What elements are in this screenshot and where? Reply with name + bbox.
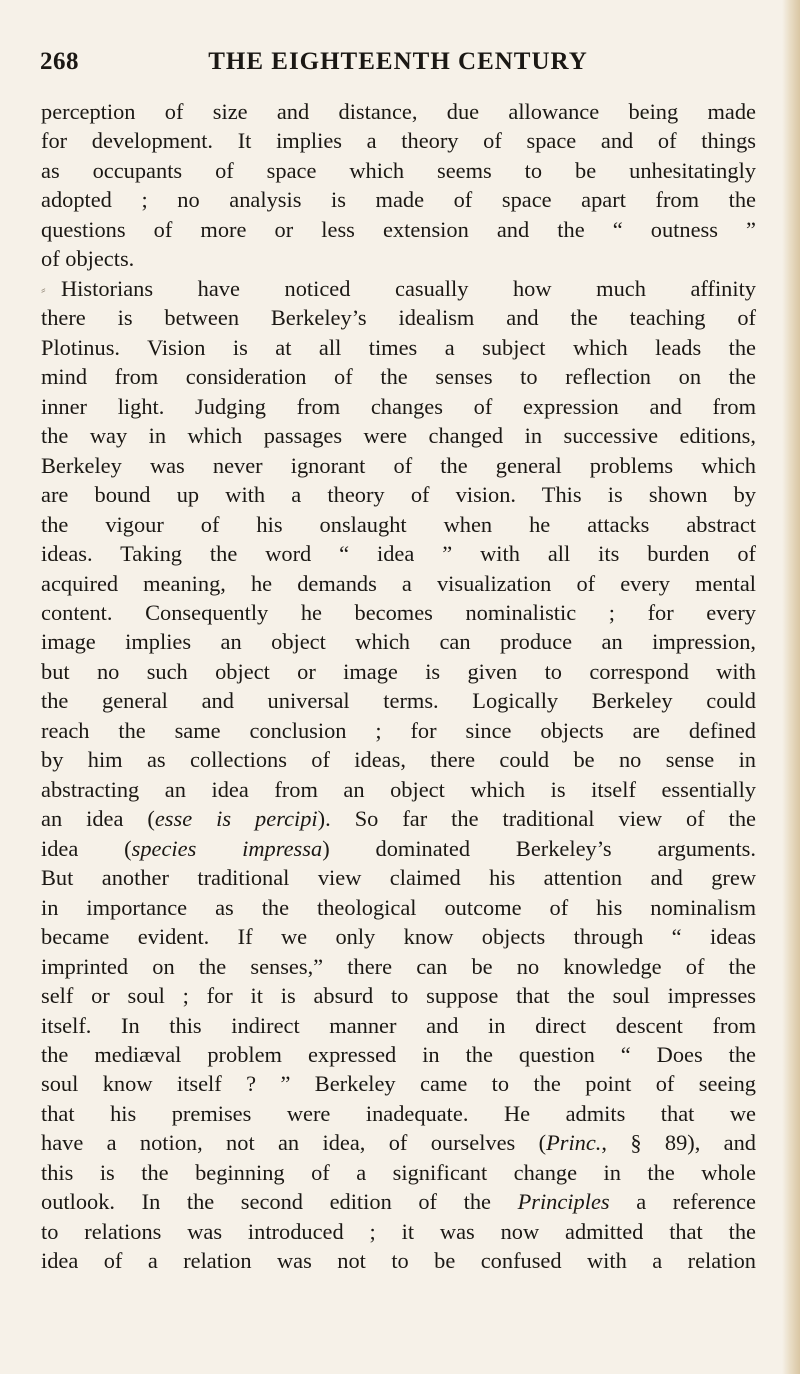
- text-segment: by him as collections of ideas, there could be no sense in: [41, 747, 756, 773]
- italic-text: Principles: [517, 1189, 610, 1215]
- text-segment: acquired meaning, he demands a visualization of every mental: [41, 570, 756, 596]
- text-segment: ) dominated Berkeley’s arguments.: [322, 835, 756, 861]
- text-segment: idea (: [41, 835, 132, 861]
- text-segment: imprinted on the senses,” there can be no knowledge of the: [41, 953, 756, 979]
- text-segment: soul know itself ? ” Berkeley came to the point of seeing: [41, 1071, 756, 1097]
- page-edge-shadow: [782, 0, 800, 1374]
- text-line: [41, 539, 756, 568]
- text-line: [41, 1217, 756, 1246]
- text-segment: Plotinus. Vision is at all times a subject which leads the: [41, 334, 756, 360]
- text-segment: ideas. Taking the word “ idea ” with all its burden of: [41, 541, 756, 567]
- italic-text: Princ.: [546, 1130, 602, 1156]
- text-segment: are bound up with a theory of vision. This is shown by: [41, 482, 756, 508]
- text-segment: mind from consideration of the senses to reflection on the: [41, 364, 756, 390]
- text-segment: adopted ; no analysis is made of space apart from the: [41, 187, 756, 213]
- text-line: [41, 1040, 756, 1069]
- text-segment: in importance as the theological outcome of his nominalism: [41, 894, 756, 920]
- text-segment: of objects.: [41, 246, 135, 272]
- text-line: [41, 1158, 756, 1187]
- text-line: [41, 1187, 756, 1216]
- text-segment: but no such object or image is given to correspond with: [41, 658, 756, 684]
- text-line: [41, 745, 756, 774]
- text-segment: But another traditional view claimed his attention and grew: [41, 865, 756, 891]
- text-line: [41, 362, 756, 391]
- text-line: [41, 451, 756, 480]
- text-line: [41, 804, 756, 833]
- text-line: [41, 1128, 756, 1157]
- text-segment: the vigour of his onslaught when he attacks abstract: [41, 511, 756, 537]
- text-line: [41, 627, 756, 656]
- text-line: [41, 185, 756, 214]
- italic-text: species impressa: [131, 835, 323, 861]
- text-line: [41, 952, 756, 981]
- text-line: [41, 303, 756, 332]
- text-segment: Historians have noticed casually how much affinity: [61, 275, 756, 301]
- text-line: [41, 893, 756, 922]
- text-segment: as occupants of space which seems to be unhesitatingly: [41, 157, 756, 183]
- running-head: [40, 48, 756, 88]
- text-segment: to relations was introduced ; it was now admitted that the: [41, 1218, 756, 1244]
- running-title: THE EIGHTEENTH CENTURY: [208, 48, 588, 75]
- text-line: [41, 244, 756, 273]
- text-segment: a reference: [609, 1189, 756, 1215]
- text-line: [41, 686, 756, 715]
- text-segment: content. Consequently he becomes nominalistic ; for every: [41, 599, 756, 625]
- text-line: [41, 333, 756, 362]
- text-segment: abstracting an idea from an object which is itself essentially: [41, 776, 756, 802]
- text-segment: image implies an object which can produce an impression,: [41, 629, 756, 655]
- text-segment: the general and universal terms. Logically Berkeley could: [41, 688, 756, 714]
- text-line: [41, 1069, 756, 1098]
- text-segment: reach the same conclusion ; for since objects are defined: [41, 717, 756, 743]
- text-line: [41, 657, 756, 686]
- text-line: [41, 510, 756, 539]
- text-segment: the way in which passages were changed in successive editions,: [41, 423, 756, 449]
- paragraph-mark-icon: ⸗: [41, 282, 46, 298]
- text-segment: for development. It implies a theory of space and of things: [41, 128, 756, 154]
- text-segment: questions of more or less extension and the “ outness ”: [41, 216, 756, 242]
- text-segment: idea of a relation was not to be confused with a relation: [41, 1248, 756, 1274]
- italic-text: esse is percipi: [154, 806, 318, 832]
- text-line: [41, 97, 756, 126]
- text-segment: that his premises were inadequate. He admits that we: [41, 1100, 756, 1126]
- text-segment: there is between Berkeley’s idealism and the teaching of: [41, 305, 756, 331]
- text-line: [41, 156, 756, 185]
- text-line: [41, 598, 756, 627]
- text-line: [41, 1099, 756, 1128]
- text-segment: , § 89), and: [601, 1130, 756, 1156]
- text-line: [41, 392, 756, 421]
- text-line: [41, 863, 756, 892]
- text-segment: Berkeley was never ignorant of the general problems which: [41, 452, 756, 478]
- text-segment: perception of size and distance, due allowance being made: [41, 99, 756, 124]
- text-segment: have a notion, not an idea, of ourselves (: [41, 1130, 547, 1156]
- text-segment: outlook. In the second edition of the: [41, 1189, 518, 1215]
- text-line: [41, 421, 756, 450]
- text-segment: this is the beginning of a significant change in the whole: [41, 1159, 756, 1185]
- text-line: [41, 274, 756, 303]
- text-line: [41, 716, 756, 745]
- text-line: [41, 834, 756, 863]
- text-line: [41, 215, 756, 244]
- page-number: 268: [40, 48, 79, 75]
- text-segment: self or soul ; for it is absurd to suppose that the soul impresses: [41, 983, 756, 1009]
- text-segment: itself. In this indirect manner and in direct descent from: [41, 1012, 756, 1038]
- text-line: [41, 1011, 756, 1040]
- text-line: [41, 569, 756, 598]
- text-segment: inner light. Judging from changes of expression and from: [41, 393, 756, 419]
- text-line: [41, 126, 756, 155]
- body-text: [41, 97, 756, 1276]
- text-line: [41, 480, 756, 509]
- text-segment: ). So far the traditional view of the: [317, 806, 756, 832]
- text-segment: an idea (: [41, 806, 155, 832]
- text-segment: the mediæval problem expressed in the question “ Does the: [41, 1042, 756, 1067]
- text-line: [41, 775, 756, 804]
- text-line: [41, 1246, 756, 1275]
- text-line: [41, 981, 756, 1010]
- text-line: [41, 922, 756, 951]
- text-segment: became evident. If we only know objects through “ ideas: [41, 924, 756, 950]
